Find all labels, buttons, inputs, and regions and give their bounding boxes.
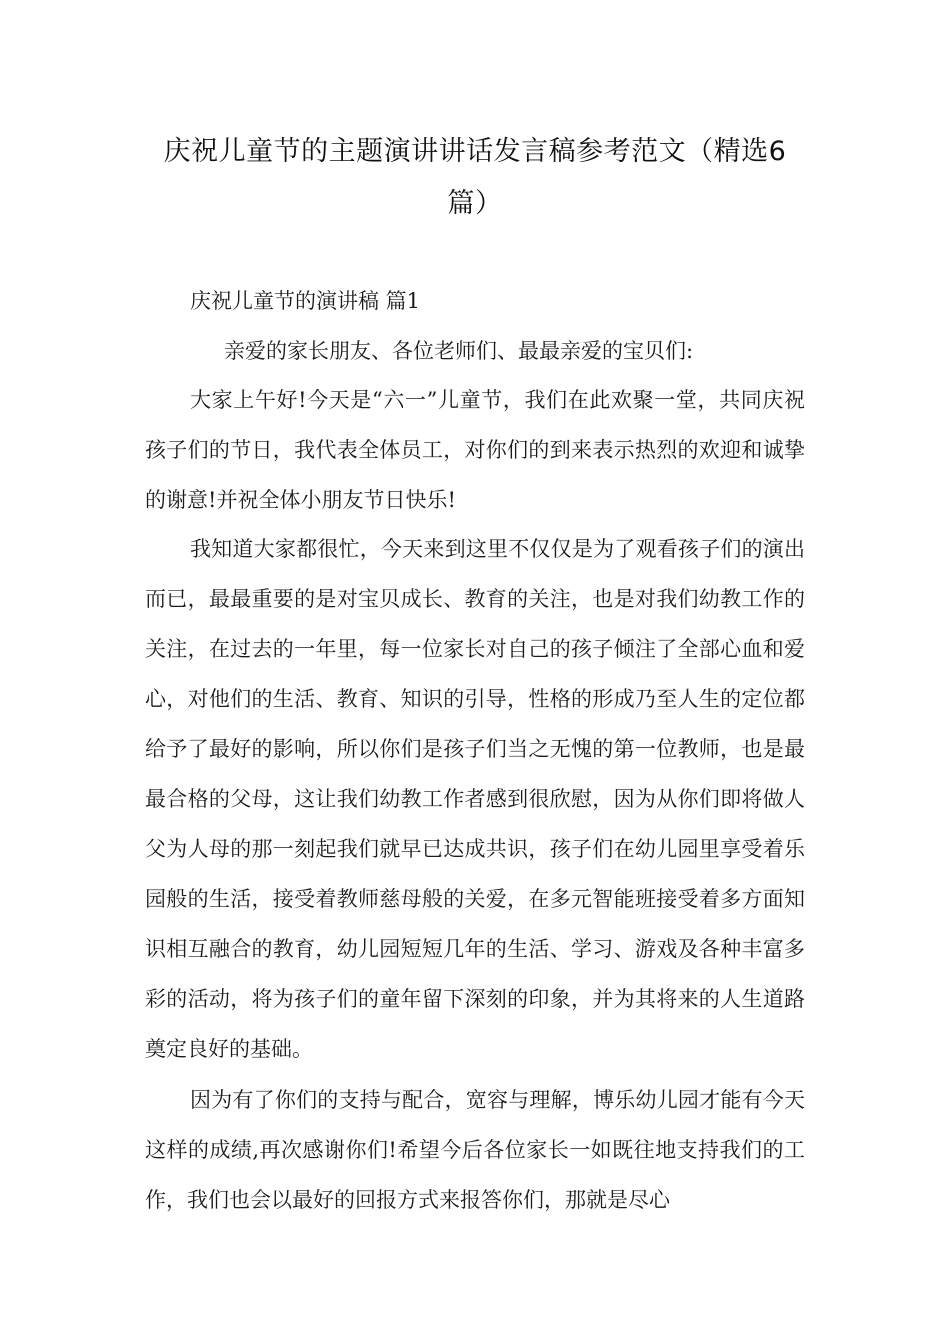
document-title-line2: 篇） [447,188,503,219]
salutation: 亲爱的家长朋友、各位老师们、最最亲爱的宝贝们: [224,339,694,363]
section-heading: 庆祝儿童节的演讲稿 篇1 [190,289,421,313]
paragraph-2: 我知道大家都很忙，今天来到这里不仅仅是为了观看孩子们的演出而已，最最重要的是对宝贝成长、教育的关注，也是对我们幼教工作的关注，在过去的一年里，每一位家长对自己的孩子倾注了全部心血和爱心，对他们的生活、教育、知识的引导，性格的形成乃至人生的定位都给予了最好的影响，所以你们是孩子们当之无愧的第一位教师，也是最最合格的父母，这让我们幼教工作者感到很欣慰，因为从你们即将做人父为人母的那一刻起我们就早已达成共识，孩子们在幼儿园里享受着乐园般的生活，接受着教师慈母般的关爱，在多元智能班接受着多方面知识相互融合的教育，幼儿园短短几年的生活、学习、游戏及各种丰富多彩的活动，将为孩子们的童年留下深刻的印象，并为其将来的人生道路奠定良好的基础。 [145,537,805,1061]
document-title-line1: 庆祝儿童节的主题演讲讲话发言稿参考范文（精选6 [163,136,787,167]
paragraph-3: 因为有了你们的支持与配合，宽容与理解，博乐幼儿园才能有今天这样的成绩,再次感谢你们!希望今后各位家长一如既往地支持我们的工作，我们也会以最好的回报方式来报答你们，那就是尽心 [145,1088,805,1212]
paragraph-1: 大家上午好!今天是“六一”儿童节，我们在此欢聚一堂，共同庆祝孩子们的节日，我代表全体员工，对你们的到来表示热烈的欢迎和诚挚的谢意!并祝全体小朋友节日快乐! [145,388,805,512]
document-title [150,126,800,230]
